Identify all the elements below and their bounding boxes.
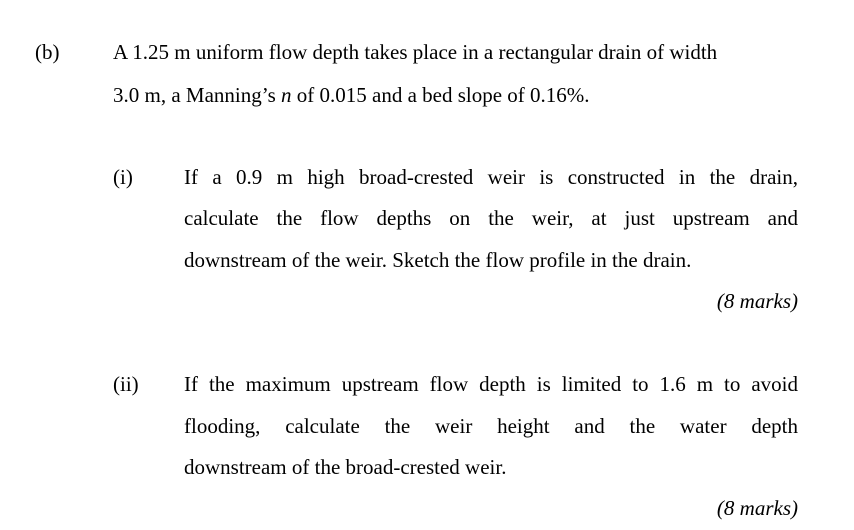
sub-i-line-2: calculate the flow depths on the weir, at just upstream and: [184, 206, 798, 230]
sub-ii-line-2: flooding, calculate the weir height and the water depth: [184, 414, 798, 438]
part-b-line-2: [113, 83, 590, 108]
sub-ii-line-1: If the maximum upstream flow depth is limited to 1.6 m to avoid: [184, 372, 798, 396]
sub-i-line-3: downstream of the weir. Sketch the flow profile in the drain.: [184, 248, 692, 272]
part-b-label: (b): [35, 40, 60, 64]
part-b-line-2-after: of 0.015 and a bed slope of 0.16%.: [291, 83, 590, 107]
sub-ii-marks: (8 marks): [716, 496, 798, 520]
sub-ii-line-3: downstream of the broad-crested weir.: [184, 455, 507, 479]
manning-n-symbol: n: [281, 83, 292, 107]
sub-ii-label: (ii): [113, 372, 139, 396]
part-b-line-1: A 1.25 m uniform flow depth takes place in a rectangular drain of width: [113, 40, 718, 64]
part-b-line-2-before: 3.0 m, a Manning’s: [113, 83, 281, 107]
sub-i-marks: (8 marks): [716, 289, 798, 313]
sub-i-line-1: If a 0.9 m high broad-crested weir is constructed in the drain,: [184, 165, 798, 189]
sub-i-label: (i): [113, 165, 133, 189]
